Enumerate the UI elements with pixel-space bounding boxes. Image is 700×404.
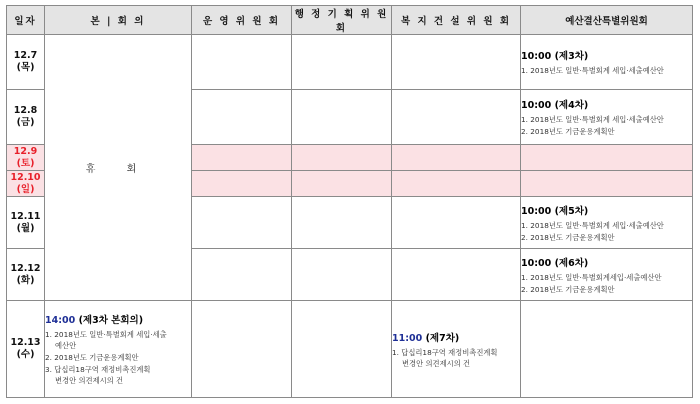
day-weekday: (수) — [16, 349, 35, 360]
committee-schedule-table — [6, 5, 693, 398]
admin-cell — [292, 90, 392, 145]
welfare-cell — [392, 249, 521, 301]
table-row — [7, 35, 693, 90]
admin-cell — [292, 145, 392, 171]
budget-cell — [521, 90, 693, 145]
budget-time: 10:00 (제5차) — [521, 205, 589, 217]
day-date: 12.9 — [13, 145, 38, 157]
header-welfare: 복 지 건 설 위 원 회 — [392, 6, 521, 35]
welfare-cell — [392, 171, 521, 197]
header-admin: 행 정 기 획 위 원 회 — [292, 6, 392, 35]
budget-cell — [521, 197, 693, 249]
budget-cell — [521, 249, 693, 301]
operation-cell — [192, 249, 292, 301]
operation-cell — [192, 90, 292, 145]
operation-cell — [192, 197, 292, 249]
operation-cell — [192, 301, 292, 398]
welfare-cell — [392, 301, 521, 398]
plenary-time: 14:00 (제3차 본회의) — [45, 315, 144, 326]
budget-item: 2. 2018년도 기금운용계획안 — [521, 284, 615, 294]
admin-cell — [292, 197, 392, 249]
budget-item: 1. 2018년도 일반·특별회계세입·세출예산안 — [521, 272, 662, 282]
budget-time: 10:00 (제3차) — [521, 51, 589, 62]
budget-item: 2. 2018년도 기금운용계획안 — [521, 232, 615, 242]
admin-cell — [292, 35, 392, 90]
plenary-item: 1. 2018년도 일반·특별회계 세입·세출 예산안 — [45, 330, 167, 350]
budget-item: 1. 2018년도 일반·특별회계 세입·세출예산안 — [521, 220, 664, 230]
header-operation: 운 영 위 원 회 — [192, 6, 292, 35]
budget-item: 1. 2018년도 일반·특별회계 세입·세출예산안 — [521, 115, 664, 124]
budget-item: 1. 2018년도 일반·특별회계 세입·세출예산안 — [521, 66, 664, 75]
day-date: 12.11 — [10, 210, 41, 222]
header-row — [7, 6, 693, 35]
day-weekday: (목) — [16, 62, 35, 73]
day-weekday: (화) — [16, 274, 35, 286]
plenary-item: 2. 2018년도 기금운용계획안 — [45, 353, 139, 362]
welfare-time: 11:00 (제7차) — [392, 332, 460, 344]
header-budget: 예산결산특별위원회 — [521, 6, 693, 35]
recess-label: 휴 회 — [85, 164, 151, 175]
header-day: 일자 — [7, 6, 45, 35]
day-weekday: (일) — [16, 183, 35, 195]
welfare-item: 1. 답십리18구역 재정비촉진계획 변경안 의견제시의 건 — [392, 347, 498, 368]
day-weekday: (월) — [16, 222, 35, 234]
table-row — [7, 301, 693, 398]
day-weekday: (토) — [16, 157, 35, 169]
welfare-cell — [392, 90, 521, 145]
budget-cell — [521, 301, 693, 398]
admin-cell — [292, 249, 392, 301]
day-date: 12.8 — [13, 105, 38, 116]
budget-time: 10:00 (제4차) — [521, 100, 589, 111]
day-cell — [7, 197, 45, 249]
budget-item: 2. 2018년도 기금운용계획안 — [521, 127, 615, 136]
day-date: 12.13 — [10, 337, 41, 348]
plenary-cell — [45, 301, 192, 398]
day-date: 12.7 — [13, 50, 38, 61]
budget-cell — [521, 145, 693, 171]
day-cell — [7, 249, 45, 301]
budget-time: 10:00 (제6차) — [521, 257, 589, 269]
day-date: 12.12 — [10, 262, 41, 274]
budget-cell — [521, 35, 693, 90]
day-cell — [7, 145, 45, 171]
welfare-cell — [392, 145, 521, 171]
welfare-cell — [392, 197, 521, 249]
admin-cell — [292, 171, 392, 197]
plenary-recess-cell — [45, 35, 192, 301]
day-cell — [7, 301, 45, 398]
header-plenary: 본 | 회 의 — [45, 6, 192, 35]
day-cell — [7, 35, 45, 90]
day-weekday: (금) — [16, 117, 35, 128]
operation-cell — [192, 171, 292, 197]
plenary-item: 3. 답십리18구역 재정비촉진계획 변경안 의견제시의 건 — [45, 365, 151, 385]
budget-cell — [521, 171, 693, 197]
welfare-cell — [392, 35, 521, 90]
day-cell — [7, 171, 45, 197]
day-date: 12.10 — [10, 171, 41, 183]
operation-cell — [192, 145, 292, 171]
day-cell — [7, 90, 45, 145]
operation-cell — [192, 35, 292, 90]
admin-cell — [292, 301, 392, 398]
